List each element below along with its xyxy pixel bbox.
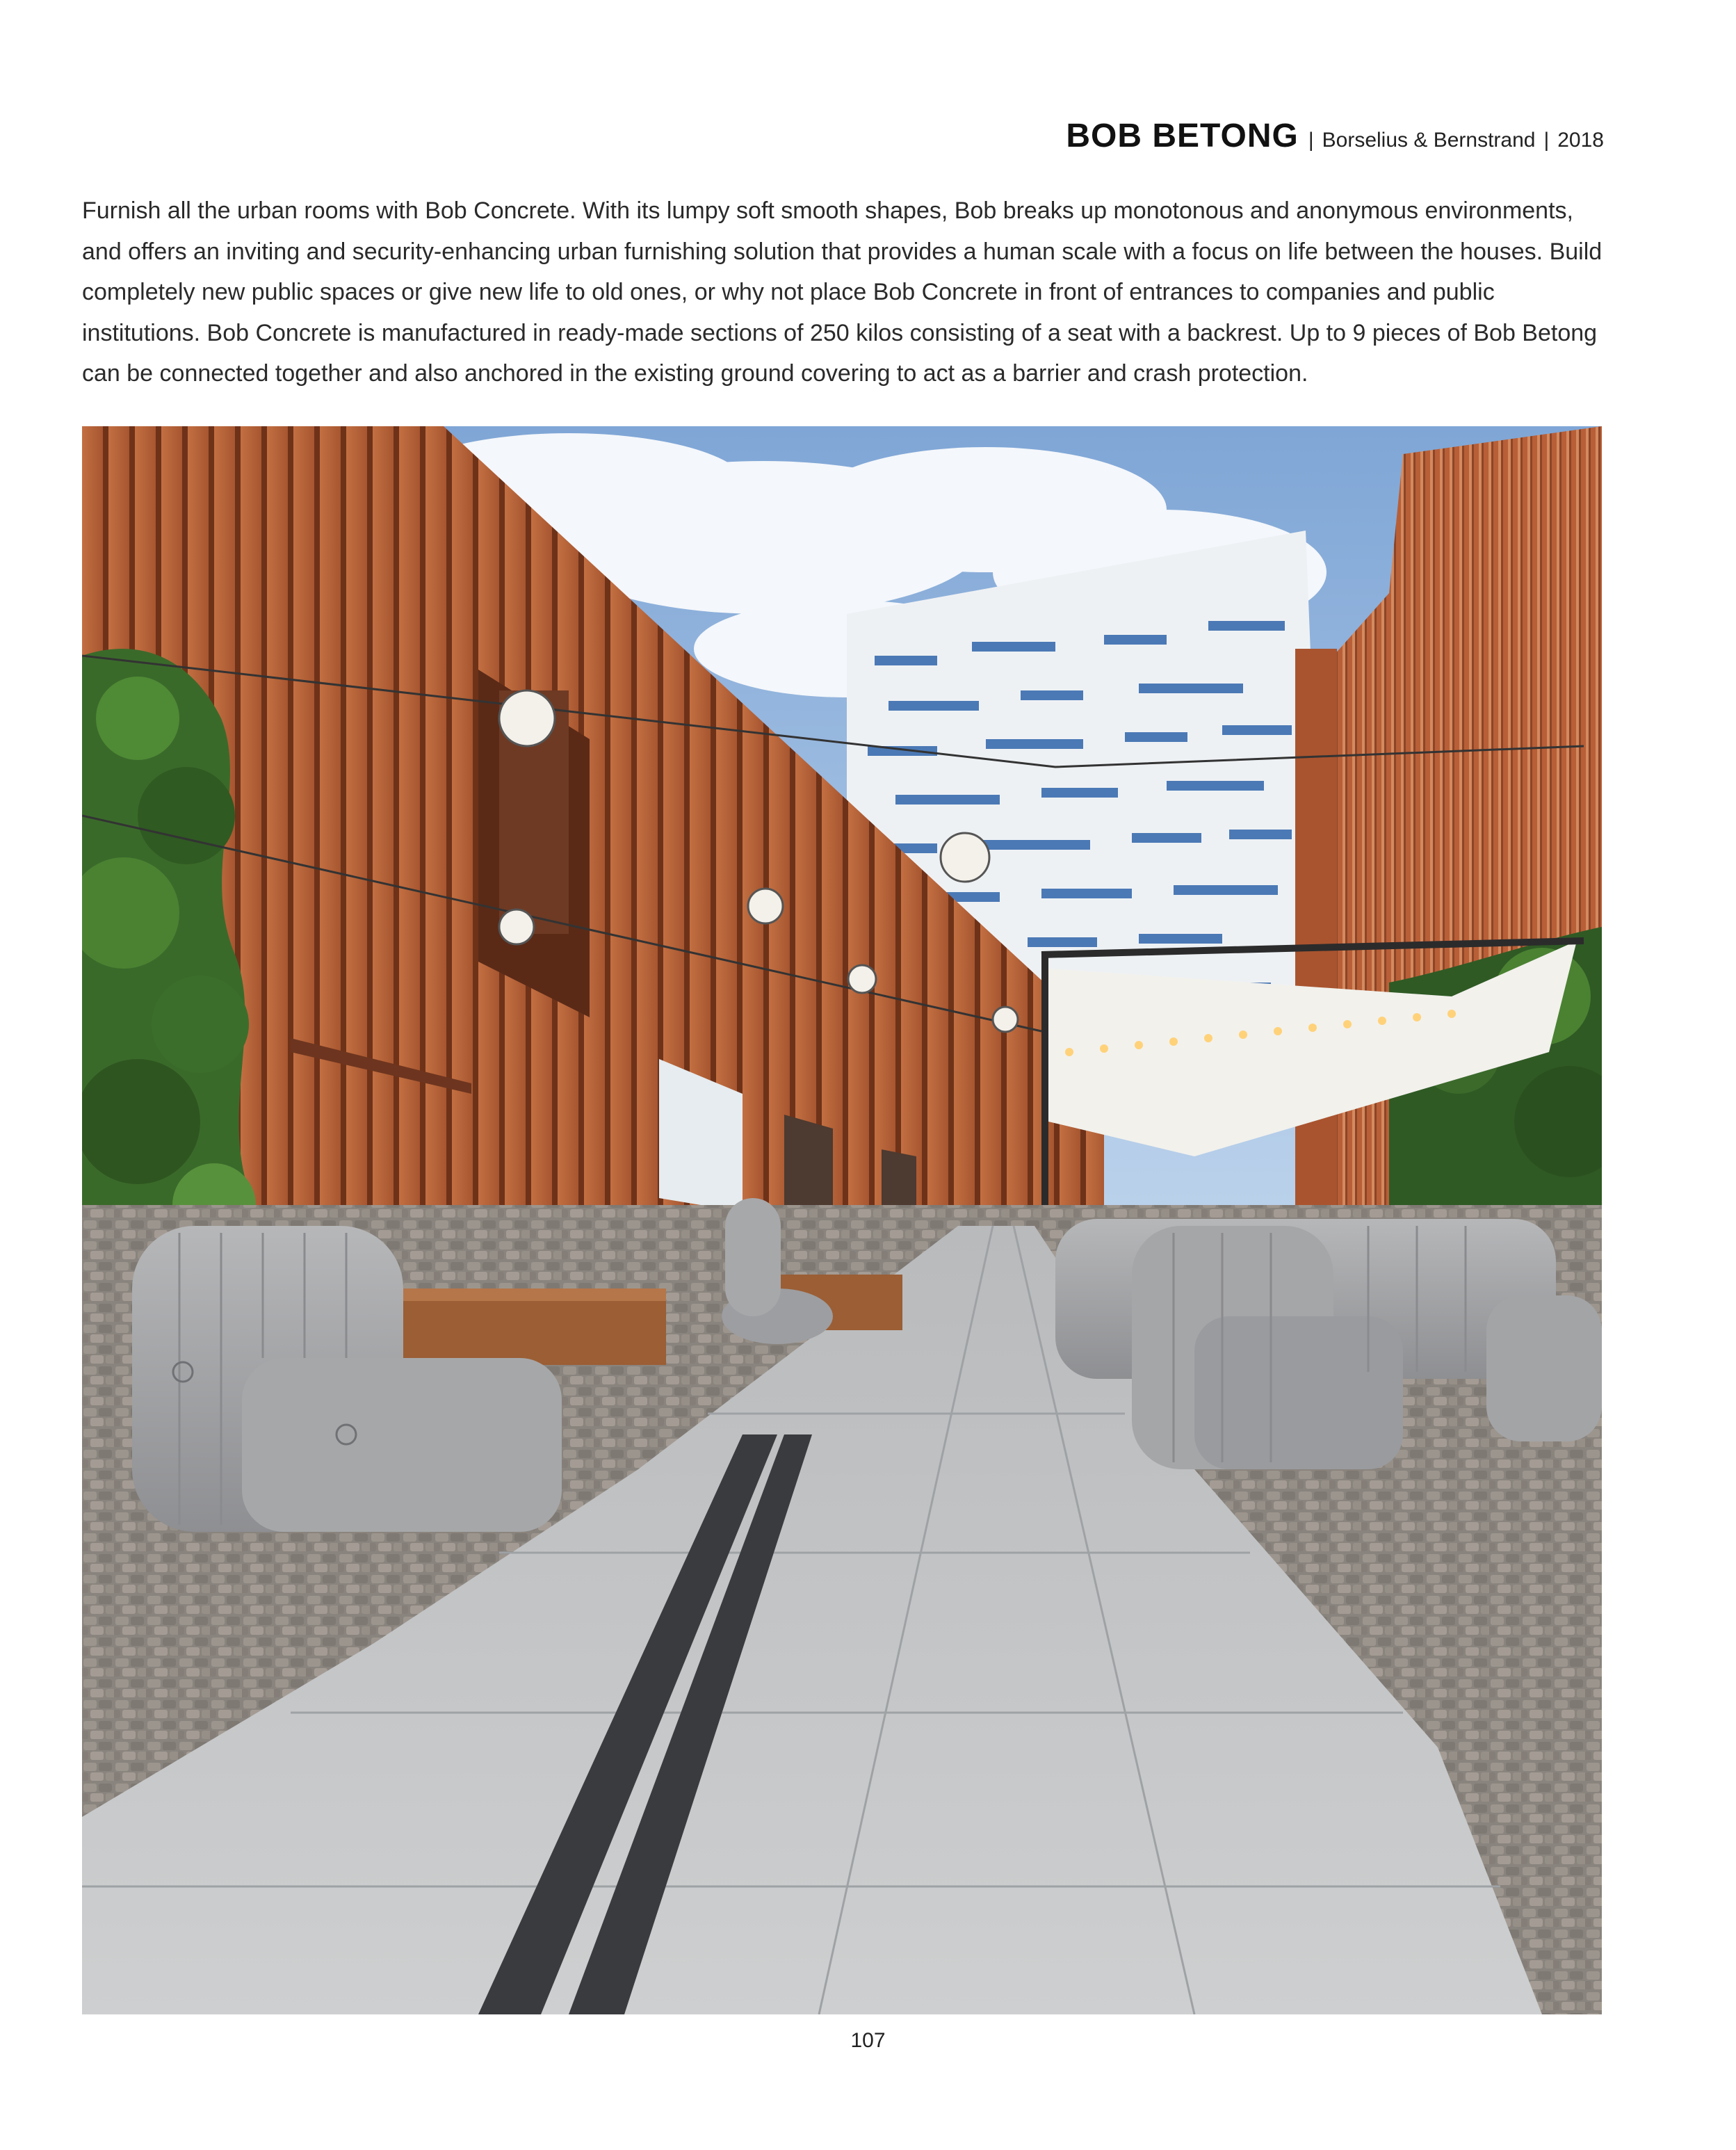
page-header (1066, 117, 1604, 155)
header-separator-1: | (1308, 129, 1314, 152)
product-year: 2018 (1557, 129, 1604, 152)
page-number: 107 (850, 2029, 886, 2052)
designer-name: Borselius & Bernstrand (1322, 129, 1536, 152)
product-photo (82, 426, 1602, 2014)
header-separator-2: | (1543, 129, 1550, 152)
bob-seat-cluster-right (1055, 1219, 1602, 1469)
product-title: BOB BETONG (1066, 118, 1299, 154)
intro-paragraph: Furnish all the urban rooms with Bob Concrete. With its lumpy soft smooth shapes, Bob breaks up monotonous and anonymous environments, and offers an inviting and security-enhancing urban furnishing solution that provides a human scale with a focus on life between the houses. Build completely new public spaces or give new life to old ones, or why not place Bob Concrete in front of entrances to companies and public institutions. Bob Concrete is manufactured in ready-made sections of 250 kilos consisting of a seat with a backrest. Up to 9 pieces of Bob Betong can be connected together and also anchored in the existing ground covering to act as a barrier and crash protection. (82, 197, 1603, 387)
courtyard-scene-illustration (82, 426, 1602, 2014)
